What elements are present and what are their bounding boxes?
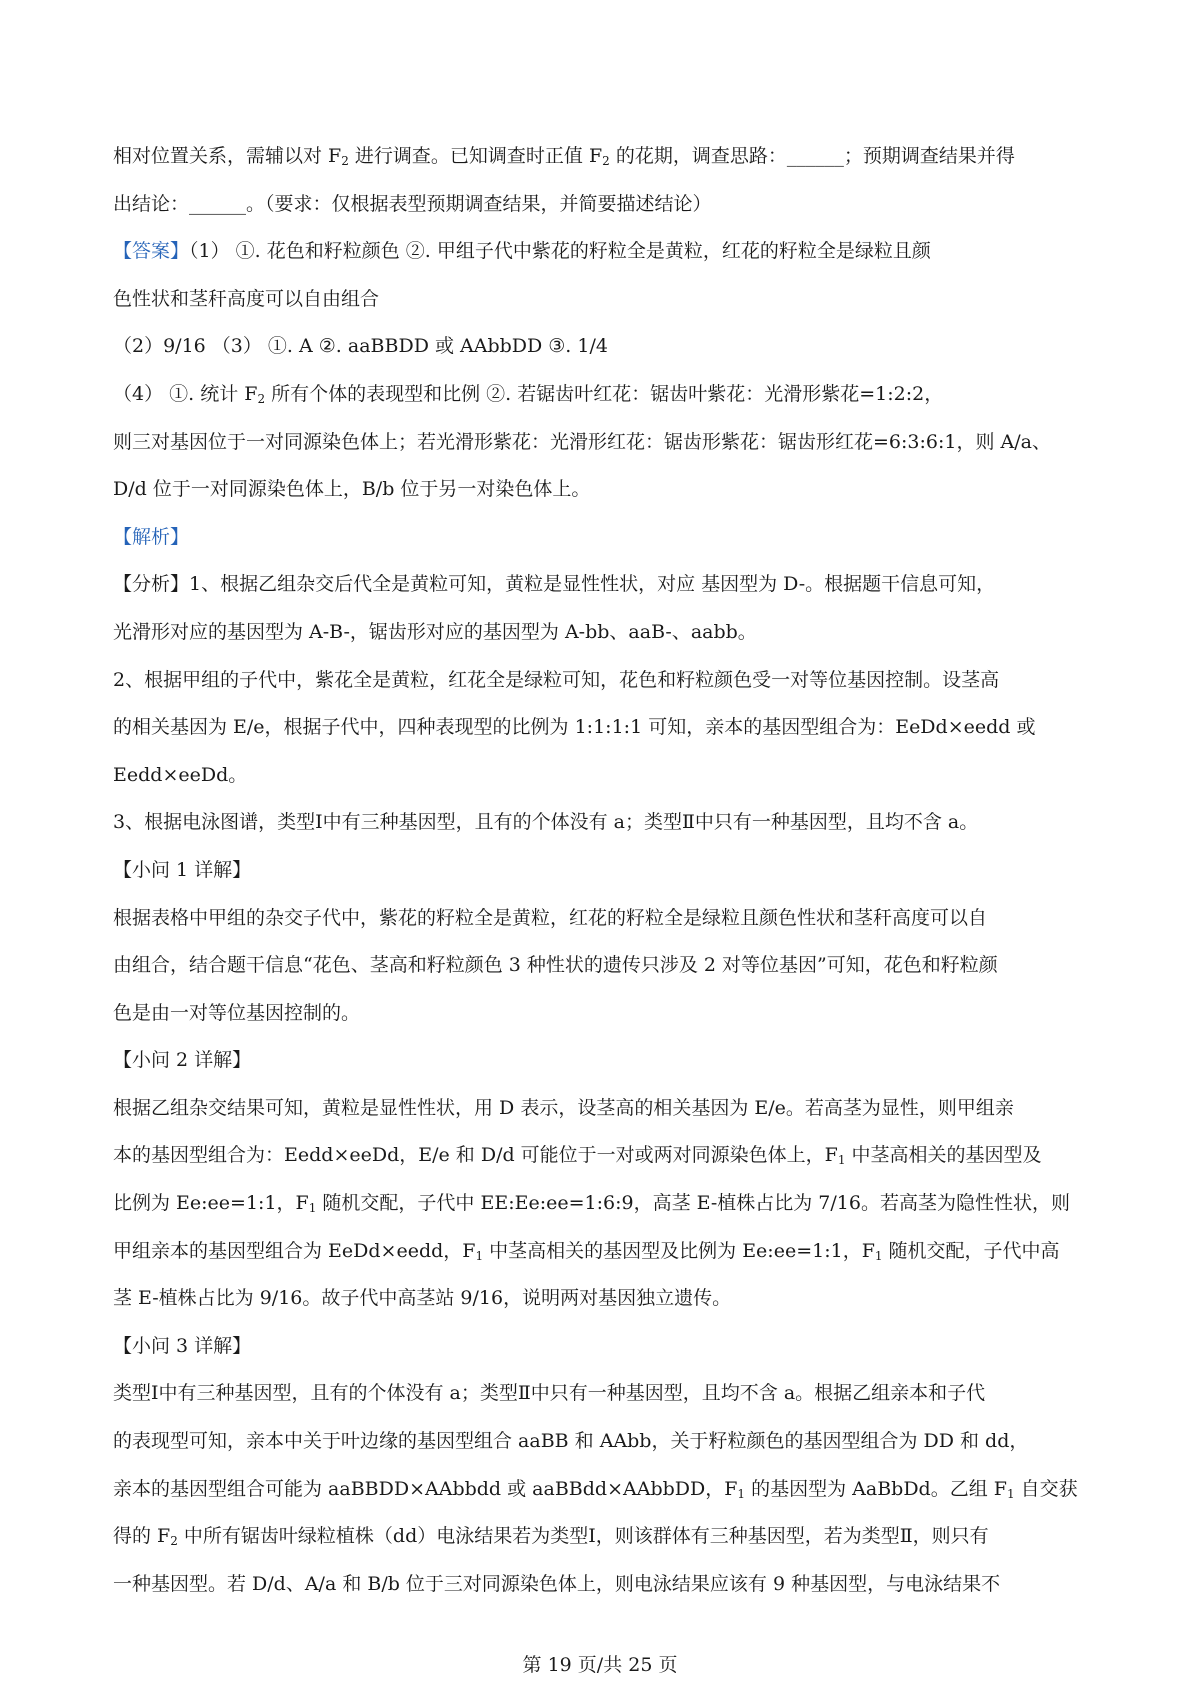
text-run: 【小问 1 详解】 xyxy=(113,858,252,881)
subscript: 2 xyxy=(341,154,349,168)
text-line xyxy=(113,228,1098,276)
subscript: 1 xyxy=(1006,1486,1015,1501)
text-run: 出结论：______。（要求：仅根据表型预期调查结果，并简要描述结论） xyxy=(113,192,712,215)
text-line xyxy=(113,1466,1098,1514)
subscript: 1 xyxy=(737,1486,746,1501)
text-run: 自交获 xyxy=(1014,1477,1078,1500)
text-run: 的相关基因为 E/e，根据子代中，四种表现型的比例为 1:1:1:1 可知，亲本的基因型组合为：EeDd×eedd 或 xyxy=(113,716,1036,739)
text-line xyxy=(113,1037,1098,1085)
text-run: 所有个体的表现型和比例 ②. 若锯齿叶红花：锯齿叶紫花：光滑形紫花=1:2:2， xyxy=(265,382,944,405)
text-run: 色性状和茎秆高度可以自由组合 xyxy=(113,287,380,310)
subscript: 1 xyxy=(874,1248,883,1263)
text-run: Eedd×eeDd。 xyxy=(113,763,248,786)
text-run: 茎 E-植株占比为 9/16。故子代中高茎站 9/16，说明两对基因独立遗传。 xyxy=(113,1287,732,1310)
text-run: 本的基因型组合为：Eedd×eeDd，E/e 和 D/d 可能位于一对或两对同源染色体上，F xyxy=(113,1144,838,1167)
text-run: 【小问 2 详解】 xyxy=(113,1049,252,1072)
text-line xyxy=(113,847,1098,895)
text-run: 由组合，结合题干信息“花色、茎高和籽粒颜色 3 种性状的遗传只涉及 2 对等位基因”可知，花色和籽粒颜 xyxy=(113,954,998,977)
text-line xyxy=(113,1085,1098,1133)
text-line xyxy=(113,1228,1098,1276)
text-run: 【小问 3 详解】 xyxy=(113,1334,252,1357)
text-run: 中所有锯齿叶绿粒植株（dd）电泳结果若为类型Ⅰ，则该群体有三种基因型，若为类型Ⅱ，则只有 xyxy=(177,1525,989,1548)
text-run: 随机交配，子代中高 xyxy=(882,1239,1060,1262)
text-run: 亲本的基因型组合可能为 aaBBDD×AAbbdd 或 aaBBdd×AAbbDD，F xyxy=(113,1477,738,1500)
text-line xyxy=(113,942,1098,990)
text-line xyxy=(113,752,1098,800)
text-run: 相对位置关系，需辅以对 F xyxy=(113,145,342,167)
text-line xyxy=(113,990,1098,1038)
text-line xyxy=(113,657,1098,705)
subscript: 1 xyxy=(837,1153,846,1168)
text-line xyxy=(113,419,1098,467)
text-line xyxy=(113,323,1098,371)
text-line xyxy=(113,371,1098,419)
text-run: （2）9/16 （3） ①. A ②. aaBBDD 或 AAbbDD ③. 1/4 xyxy=(113,335,608,358)
subscript: 2 xyxy=(170,1534,178,1549)
text-line xyxy=(113,1132,1098,1180)
text-run: 中茎高相关的基因型及 xyxy=(845,1144,1042,1167)
text-run: 【分析】1、根据乙组杂交后代全是黄粒可知，黄粒是显性性状，对应 基因型为 D-。根据题干信息可知， xyxy=(113,573,996,596)
text-run: 进行调查。已知调查时正值 F xyxy=(348,145,603,167)
text-line xyxy=(113,1370,1098,1418)
text-line xyxy=(113,799,1098,847)
text-line xyxy=(113,1180,1098,1228)
text-run: 甲组亲本的基因型组合为 EeDd×eedd，F xyxy=(113,1239,476,1262)
text-run: 则三对基因位于一对同源染色体上；若光滑形紫花：光滑形红花：锯齿形紫花：锯齿形红花=6:3:6:1，则 A/a、 xyxy=(113,430,1051,453)
text-line xyxy=(113,895,1098,943)
document-body xyxy=(113,133,1098,1608)
subscript: 2 xyxy=(602,154,610,168)
text-run: 类型Ⅰ中有三种基因型，且有的个体没有 a；类型Ⅱ中只有一种基因型，且均不含 a。根据乙组亲本和子代 xyxy=(113,1382,986,1405)
text-line xyxy=(113,609,1098,657)
text-run: 的基因型为 AaBbDd。乙组 F xyxy=(745,1477,1007,1500)
subscript: 1 xyxy=(475,1248,484,1263)
section-label: 【答案】 xyxy=(113,240,190,263)
text-run: 的表现型可知，亲本中关于叶边缘的基因型组合 aaBB 和 AAbb，关于籽粒颜色的基因型组合为 DD 和 dd， xyxy=(113,1430,1029,1453)
text-run: 3、根据电泳图谱，类型Ⅰ中有三种基因型，且有的个体没有 a；类型Ⅱ中只有一种基因型，且均不含 a。 xyxy=(113,811,979,834)
text-run: （4） ①. 统计 F xyxy=(113,382,258,405)
subscript: 1 xyxy=(308,1201,317,1216)
text-run: 随机交配，子代中 EE:Ee:ee=1:6:9，高茎 E-植株占比为 7/16。若高茎为隐性性状，则 xyxy=(316,1192,1070,1215)
text-run: 的花期，调查思路：______；预期调查结果并得 xyxy=(609,145,1015,167)
text-run: 得的 F xyxy=(113,1525,171,1548)
text-line xyxy=(113,1323,1098,1371)
text-line xyxy=(113,514,1098,562)
text-run: 色是由一对等位基因控制的。 xyxy=(113,1001,361,1024)
text-line xyxy=(113,276,1098,324)
text-line xyxy=(113,704,1098,752)
text-line xyxy=(113,561,1098,609)
text-run: 光滑形对应的基因型为 A-B-，锯齿形对应的基因型为 A-bb、aaB-、aabb。 xyxy=(113,620,757,643)
section-label: 【解析】 xyxy=(113,525,190,548)
text-run: 中茎高相关的基因型及比例为 Ee:ee=1:1，F xyxy=(483,1239,875,1262)
text-run: 比例为 Ee:ee=1:1，F xyxy=(113,1192,309,1215)
text-line xyxy=(113,1275,1098,1323)
text-line xyxy=(113,1561,1098,1609)
text-line xyxy=(113,466,1098,514)
text-run: （1） ①. 花色和籽粒颜色 ②. 甲组子代中紫花的籽粒全是黄粒，红花的籽粒全是绿粒且颜 xyxy=(189,240,931,263)
page-footer: 第 19 页/共 25 页 xyxy=(522,1654,678,1676)
subscript: 2 xyxy=(257,391,266,406)
text-line xyxy=(113,133,1098,181)
text-run: 根据乙组杂交结果可知，黄粒是显性性状，用 D 表示，设茎高的相关基因为 E/e。若高茎为显性，则甲组亲 xyxy=(113,1096,1014,1119)
text-run: 一种基因型。若 D/d、A/a 和 B/b 位于三对同源染色体上，则电泳结果应该有 9 种基因型，与电泳结果不 xyxy=(113,1572,1001,1595)
text-run: 2、根据甲组的子代中，紫花全是黄粒，红花全是绿粒可知，花色和籽粒颜色受一对等位基因控制。设茎高 xyxy=(113,668,1000,691)
text-line xyxy=(113,181,1098,229)
text-line xyxy=(113,1513,1098,1561)
text-run: 根据表格中甲组的杂交子代中，紫花的籽粒全是黄粒，红花的籽粒全是绿粒且颜色性状和茎秆高度可以自 xyxy=(113,906,988,929)
text-run: D/d 位于一对同源染色体上，B/b 位于另一对染色体上。 xyxy=(113,478,591,501)
text-line xyxy=(113,1418,1098,1466)
